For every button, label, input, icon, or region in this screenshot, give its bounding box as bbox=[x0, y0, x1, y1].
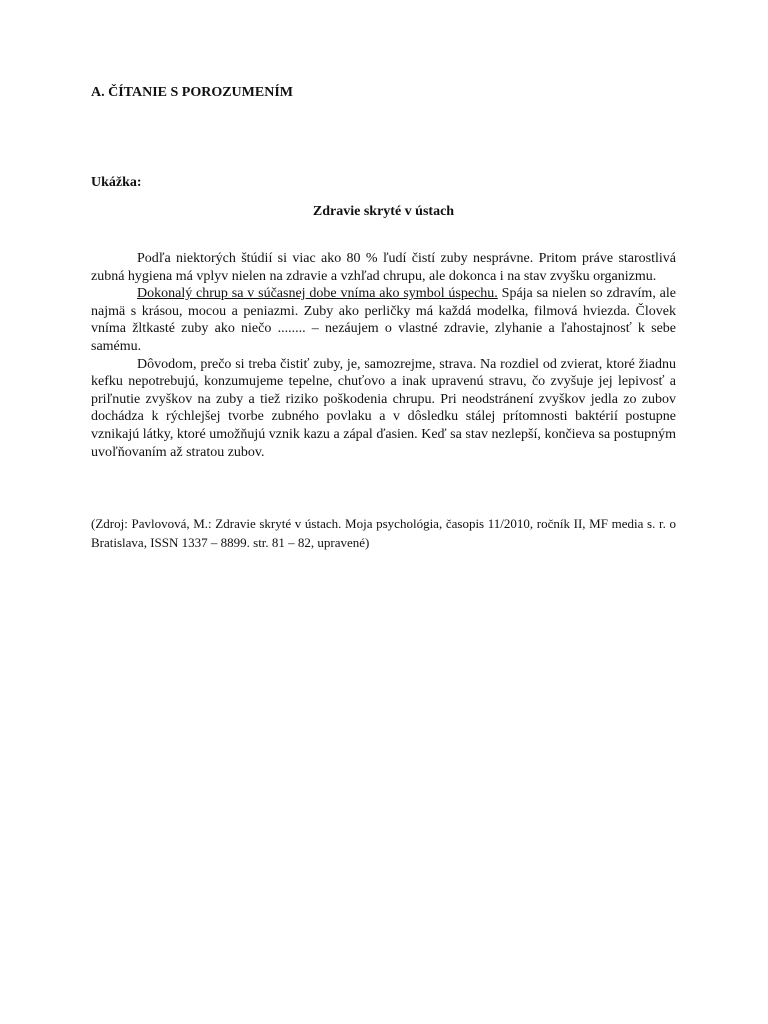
paragraph-text: Dôvodom, prečo si treba čistiť zuby, je, samozrejme, strava. Na rozdiel od zvierat, ktoré žiadnu kefku nepotrebujú, konzumujeme tepelne, chuťovo a inak upravenú stravu, čo zvyšuje jej lepivosť a priľnutie zvyškov na zuby a tiež riziko poškodenia chrupu. Pri neodstránení zvyškov jedla zo zubov dochádza k rýchlejšej tvorbe zubného povlaku a v dôsledku stálej prítomnosti baktérií postupne vznikajú látky, ktoré umožňujú vznik kazu a zápal ďasien. Keď sa stav nezlepší, končieva sa postupným uvoľňovaním až stratou zubov. bbox=[91, 356, 676, 460]
article-title: Zdravie skryté v ústach bbox=[312, 204, 455, 219]
paragraph-text: Spája sa nielen so zdravím, ale najmä s krásou, mocou a peniazmi. Zuby ako perličky má každá modelka, filmová hviezda. Človek vníma žltkasté zuby ako niečo ........ – nezáujem o vlastné zdravie, zlyhanie a ľahostajnosť k sebe samému. bbox=[91, 286, 676, 354]
source-citation: (Zdroj: Pavlovová, M.: Zdravie skryté v ústach. Moja psychológia, časopis 11/2010, ročník II, MF media s. r. o Bratislava, ISSN 1337 – 8899. str. 81 – 82, upravené) bbox=[91, 516, 676, 550]
sample-label: Ukážka: bbox=[91, 175, 142, 190]
paragraph-text: Podľa niektorých štúdií si viac ako 80 % ľudí čistí zuby nesprávne. Pritom práve starostlivá zubná hygiena má vplyv nielen na zdravie a vzhľad chrupu, ale dokonca i na stav zvyšku organizmu. bbox=[91, 251, 676, 284]
article-paragraph bbox=[91, 356, 676, 462]
article-body bbox=[91, 250, 676, 461]
underlined-sentence: Dokonalý chrup sa v súčasnej dobe vníma ako symbol úspechu. bbox=[137, 286, 498, 302]
article-paragraph bbox=[91, 250, 676, 285]
article-paragraph bbox=[91, 285, 676, 355]
section-heading: A. ČÍTANIE S POROZUMENÍM bbox=[91, 85, 293, 100]
